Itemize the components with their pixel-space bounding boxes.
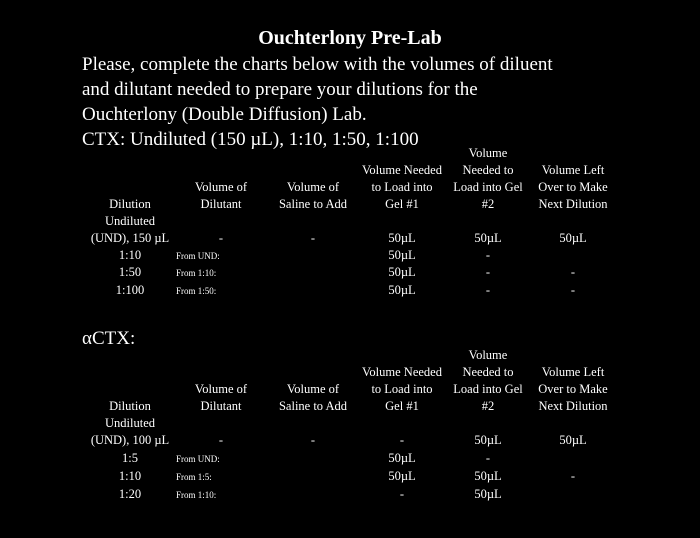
saline-cell: - [310,433,316,447]
header-line: Next Dilution [538,197,608,211]
dilution-line: (UND), 150 µL [90,231,170,245]
gel1-cell: 50µL [388,231,416,245]
dilution-cell: 1:10 [118,248,142,262]
header-line: Saline to Add [278,399,348,413]
dilution-cell [78,213,182,247]
header-line: Volume of [286,382,340,396]
volume-left-cell: - [570,283,576,297]
gel2-cell: 50µL [474,433,502,447]
gel1-cell: 50µL [388,265,416,279]
saline-cell: - [310,231,316,245]
header-saline [268,381,358,415]
gel2-cell: - [485,265,491,279]
dilution-cell: 1:100 [115,283,145,297]
header-line: Needed to [462,365,514,379]
header-dilution [95,398,165,415]
header-line: Over to Make [538,382,608,396]
header-line: Needed to [462,163,514,177]
header-line: Load into Gel [453,382,523,396]
volume-left-cell: 50µL [559,231,587,245]
dilution-cell: 1:10 [118,469,142,483]
header-line: Dilution [109,399,151,413]
header-line: Volume of [194,180,248,194]
dilutant-cell: From 1:50: [176,286,217,296]
dilutant-cell: From 1:5: [176,472,212,482]
header-line: Volume Left [541,163,605,177]
header-gel1 [356,364,448,415]
gel2-cell: - [485,248,491,262]
dilution-cell: 1:50 [118,265,142,279]
page-title: Ouchterlony Pre-Lab [258,27,442,49]
dilutant-cell: - [218,433,224,447]
header-line: #2 [481,399,495,413]
header-line: Over to Make [538,180,608,194]
header-line: Saline to Add [278,197,348,211]
dilutant-cell: From 1:10: [176,490,217,500]
actx-title: αCTX: [82,328,136,349]
dilution-cell: 1:20 [118,487,142,501]
volume-left-cell: 50µL [559,433,587,447]
header-gel1 [356,162,448,213]
header-line: Volume Needed [362,163,442,177]
gel2-cell: 50µL [474,231,502,245]
header-line: Volume Left [541,365,605,379]
dilutant-cell: - [218,231,224,245]
header-saline [268,179,358,213]
dilutant-cell: From 1:10: [176,268,217,278]
gel1-cell: 50µL [388,283,416,297]
instruction-line: Ouchterlony (Double Diffusion) Lab. [82,104,367,125]
dilution-cell: 1:5 [122,451,138,465]
header-line: Dilution [109,197,151,211]
dilution-cell [78,415,182,449]
dilutant-cell: From UND: [176,454,220,464]
gel1-cell: 50µL [388,248,416,262]
header-line: #2 [481,197,495,211]
header-line: Volume [468,146,508,160]
header-volume-left [528,364,618,415]
header-line: Gel #1 [385,399,419,413]
header-line: to Load into [371,382,433,396]
gel1-cell: - [399,433,405,447]
header-gel2 [446,347,530,415]
gel1-cell: 50µL [388,451,416,465]
header-line: Volume of [286,180,340,194]
header-gel2 [446,145,530,213]
gel2-cell: - [485,451,491,465]
instructions [82,52,692,152]
instruction-line: CTX: Undiluted (150 µL), 1:10, 1:50, 1:100 [82,129,419,150]
instruction-line: Please, complete the charts below with the volumes of diluent [82,54,553,75]
gel1-cell: - [399,487,405,501]
instruction-line: and dilutant needed to prepare your dilutions for the [82,79,478,100]
header-line: Next Dilution [538,399,608,413]
header-dilutant [180,179,262,213]
volume-left-cell: - [570,469,576,483]
header-line: Volume [468,348,508,362]
gel2-cell: 50µL [474,469,502,483]
header-dilution [95,196,165,213]
header-line: Load into Gel [453,180,523,194]
volume-left-cell: - [570,265,576,279]
header-volume-left [528,162,618,213]
header-line: Volume of [194,382,248,396]
header-line: Dilutant [200,399,242,413]
gel2-cell: - [485,283,491,297]
dilution-line: (UND), 100 µL [90,433,170,447]
gel2-cell: 50µL [474,487,502,501]
header-dilutant [180,381,262,415]
header-line: Gel #1 [385,197,419,211]
gel1-cell: 50µL [388,469,416,483]
header-line: Volume Needed [362,365,442,379]
header-line: Dilutant [200,197,242,211]
dilution-line: Undiluted [105,214,155,228]
header-line: to Load into [371,180,433,194]
dilutant-cell: From UND: [176,251,220,261]
dilution-line: Undiluted [105,416,155,430]
